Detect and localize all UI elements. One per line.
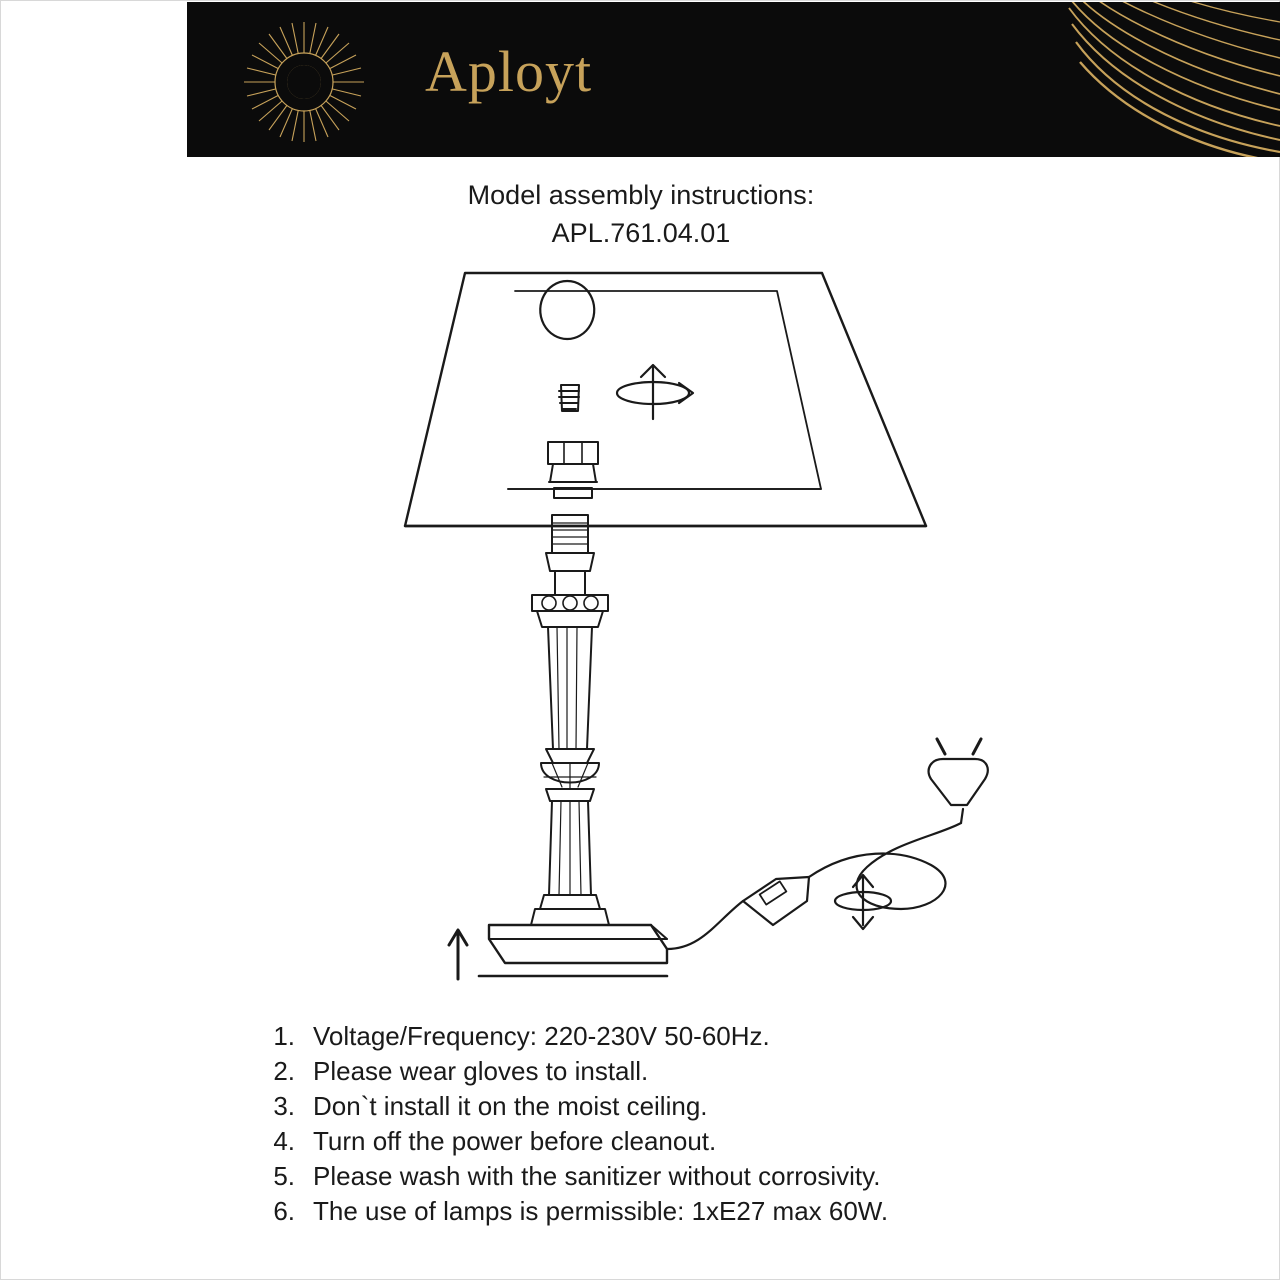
light-bulb (540, 281, 594, 411)
brand-banner (187, 2, 1280, 157)
list-item-number: 2. (273, 1056, 295, 1086)
page-title: Model assembly instructions: (467, 180, 815, 210)
rotation-arrow-icon (617, 365, 693, 419)
power-cord (667, 809, 963, 949)
up-arrow-icon (449, 930, 467, 979)
list-item-text: The use of lamps is permissible: 1xE27 max 60W. (313, 1196, 889, 1226)
corner-rays-icon (780, 2, 1280, 157)
list-item (249, 1019, 1069, 1054)
lamp-shade (405, 273, 926, 526)
list-item-number: 1. (273, 1021, 295, 1051)
document-title-block (1, 176, 1280, 252)
list-item (249, 1159, 1069, 1194)
inline-switch (743, 877, 809, 925)
sunburst-icon (242, 20, 366, 144)
lamp-column (531, 515, 609, 925)
list-item-number: 6. (273, 1196, 295, 1226)
list-item-text: Please wash with the sanitizer without corrosivity. (313, 1161, 881, 1191)
list-item-text: Turn off the power before cleanout. (313, 1126, 717, 1156)
table-lamp-assembly-diagram (1, 249, 1280, 999)
list-item (249, 1089, 1069, 1124)
list-item (249, 1194, 1069, 1229)
list-item-text: Voltage/Frequency: 220-230V 50-60Hz. (313, 1021, 770, 1051)
instruction-list (249, 1019, 1069, 1229)
brand-name: Aployt (425, 39, 593, 104)
list-item-number: 5. (273, 1161, 295, 1191)
list-item-number: 4. (273, 1126, 295, 1156)
list-item-text: Don`t install it on the moist ceiling. (313, 1091, 708, 1121)
list-item-text: Please wear gloves to install. (313, 1056, 649, 1086)
model-code: APL.761.04.01 (551, 218, 731, 248)
lamp-base (479, 925, 667, 976)
list-item-number: 3. (273, 1091, 295, 1121)
power-plug (929, 739, 988, 805)
list-item (249, 1124, 1069, 1159)
list-item (249, 1054, 1069, 1089)
rotation-arrow-icon (835, 875, 891, 929)
